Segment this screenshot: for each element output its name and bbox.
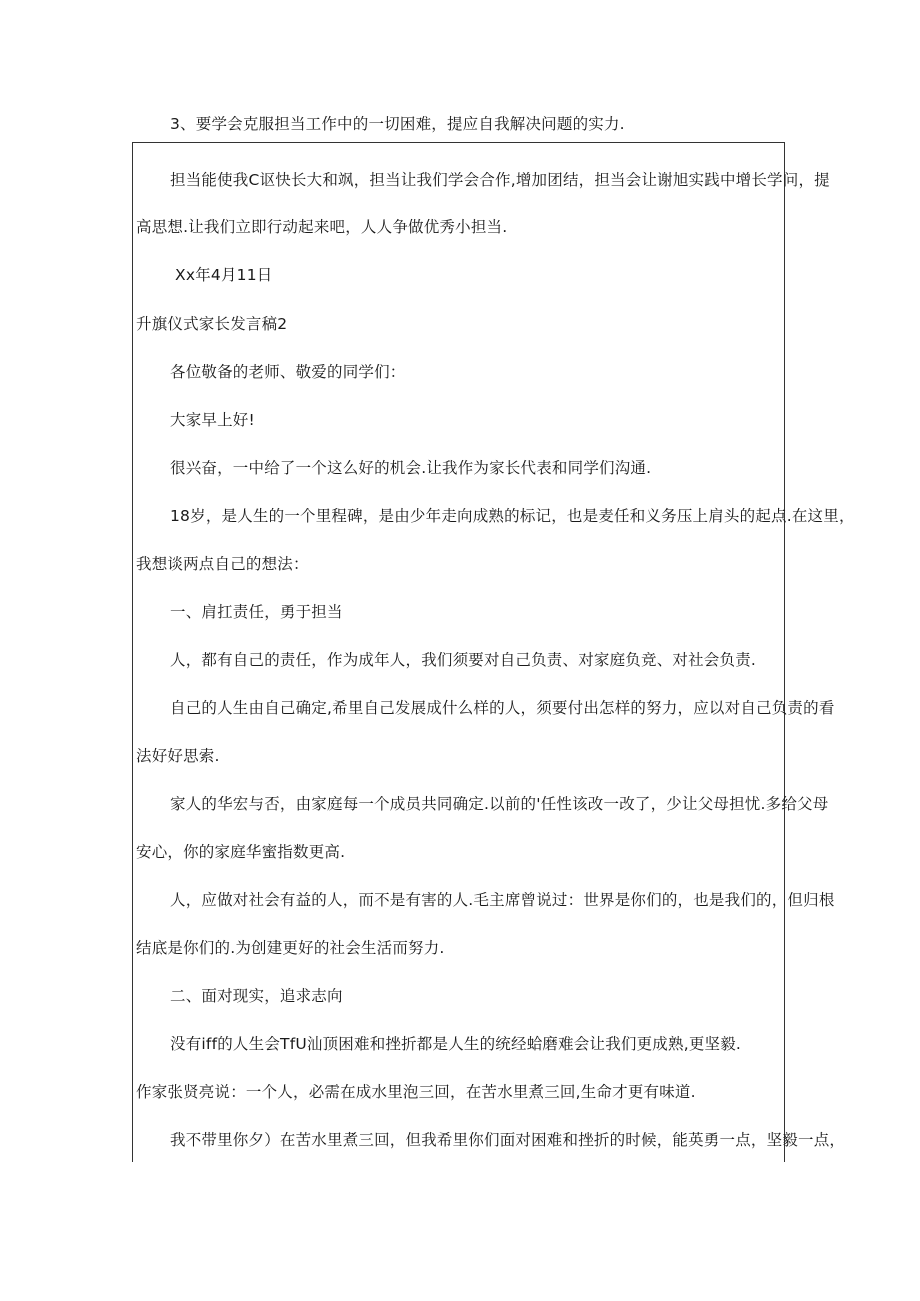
- text-line-9: 18岁，是人生的一个里程碑，是由少年走向成熟的标记，也是麦任和义务压上肩头的起点.在这里，: [170, 507, 855, 525]
- text-line-16: 安心，你的家庭华蜜指数更高.: [136, 843, 346, 861]
- text-line-20: 没有iff的人生会TfU汕顶困难和挫折都是人生的统经蛤磨难会让我们更成熟,更坚毅.: [170, 1035, 742, 1053]
- text-line-13: 自己的人生由自己确定,希里自己发展成什么样的人，须要付出怎样的努力，应以对自己负责的看: [170, 699, 835, 717]
- greeting-teachers: 各位敬备的老师、敬爱的同学们：: [170, 363, 406, 381]
- text-line-22: 我不带里你夕）在苦水里煮三回，但我希里你们面对困难和挫折的时候，能英勇一点，坚毅一点，: [170, 1131, 846, 1149]
- text-line-15: 家人的华宏与否，由家庭每一个成员共同确定.以前的'任性该改一改了，少让父母担忧.多给父母: [170, 795, 829, 813]
- text-line-1: 3、要学会克服担当工作中的一切困难，提应自我解决问题的实力.: [170, 115, 625, 133]
- point-two-heading: 二、面对现实，追求志向: [170, 987, 343, 1005]
- text-line-17: 人，应做对社会有益的人，而不是有害的人.毛主席曾说过：世界是你们的，也是我们的，但归根: [170, 891, 835, 909]
- text-line-2: 担当能使我C讴快长大和飒，担当让我们学会合作,增加团结，担当会让谢旭实践中增长学问，提: [170, 171, 830, 189]
- date-line: Xx年4月11日: [175, 266, 273, 284]
- text-line-14: 法好好思索.: [136, 747, 220, 765]
- text-line-12: 人，都有自己的责任，作为成年人，我们须要对自己负责、对家庭负竞、对社会负责.: [170, 651, 757, 669]
- text-line-18: 结底是你们的.为创建更好的社会生活而努力.: [136, 939, 445, 957]
- greeting-morning: 大家早上好!: [170, 411, 255, 429]
- text-line-3: 高思想.让我们立即行动起来吧，人人争做优秀小担当.: [136, 218, 508, 236]
- text-line-10: 我想谈两点自己的想法：: [136, 555, 309, 573]
- text-line-21: 作家张贤亮说：一个人，必需在成水里泡三回，在苦水里煮三回,生命才更有味道.: [136, 1083, 696, 1101]
- section-heading: 升旗仪式家长发言稿2: [136, 315, 288, 333]
- point-one-heading: 一、肩扛责任，勇于担当: [170, 603, 343, 621]
- text-line-8: 很兴奋，一中给了一个这么好的机会.让我作为家长代表和同学们沟通.: [170, 459, 652, 477]
